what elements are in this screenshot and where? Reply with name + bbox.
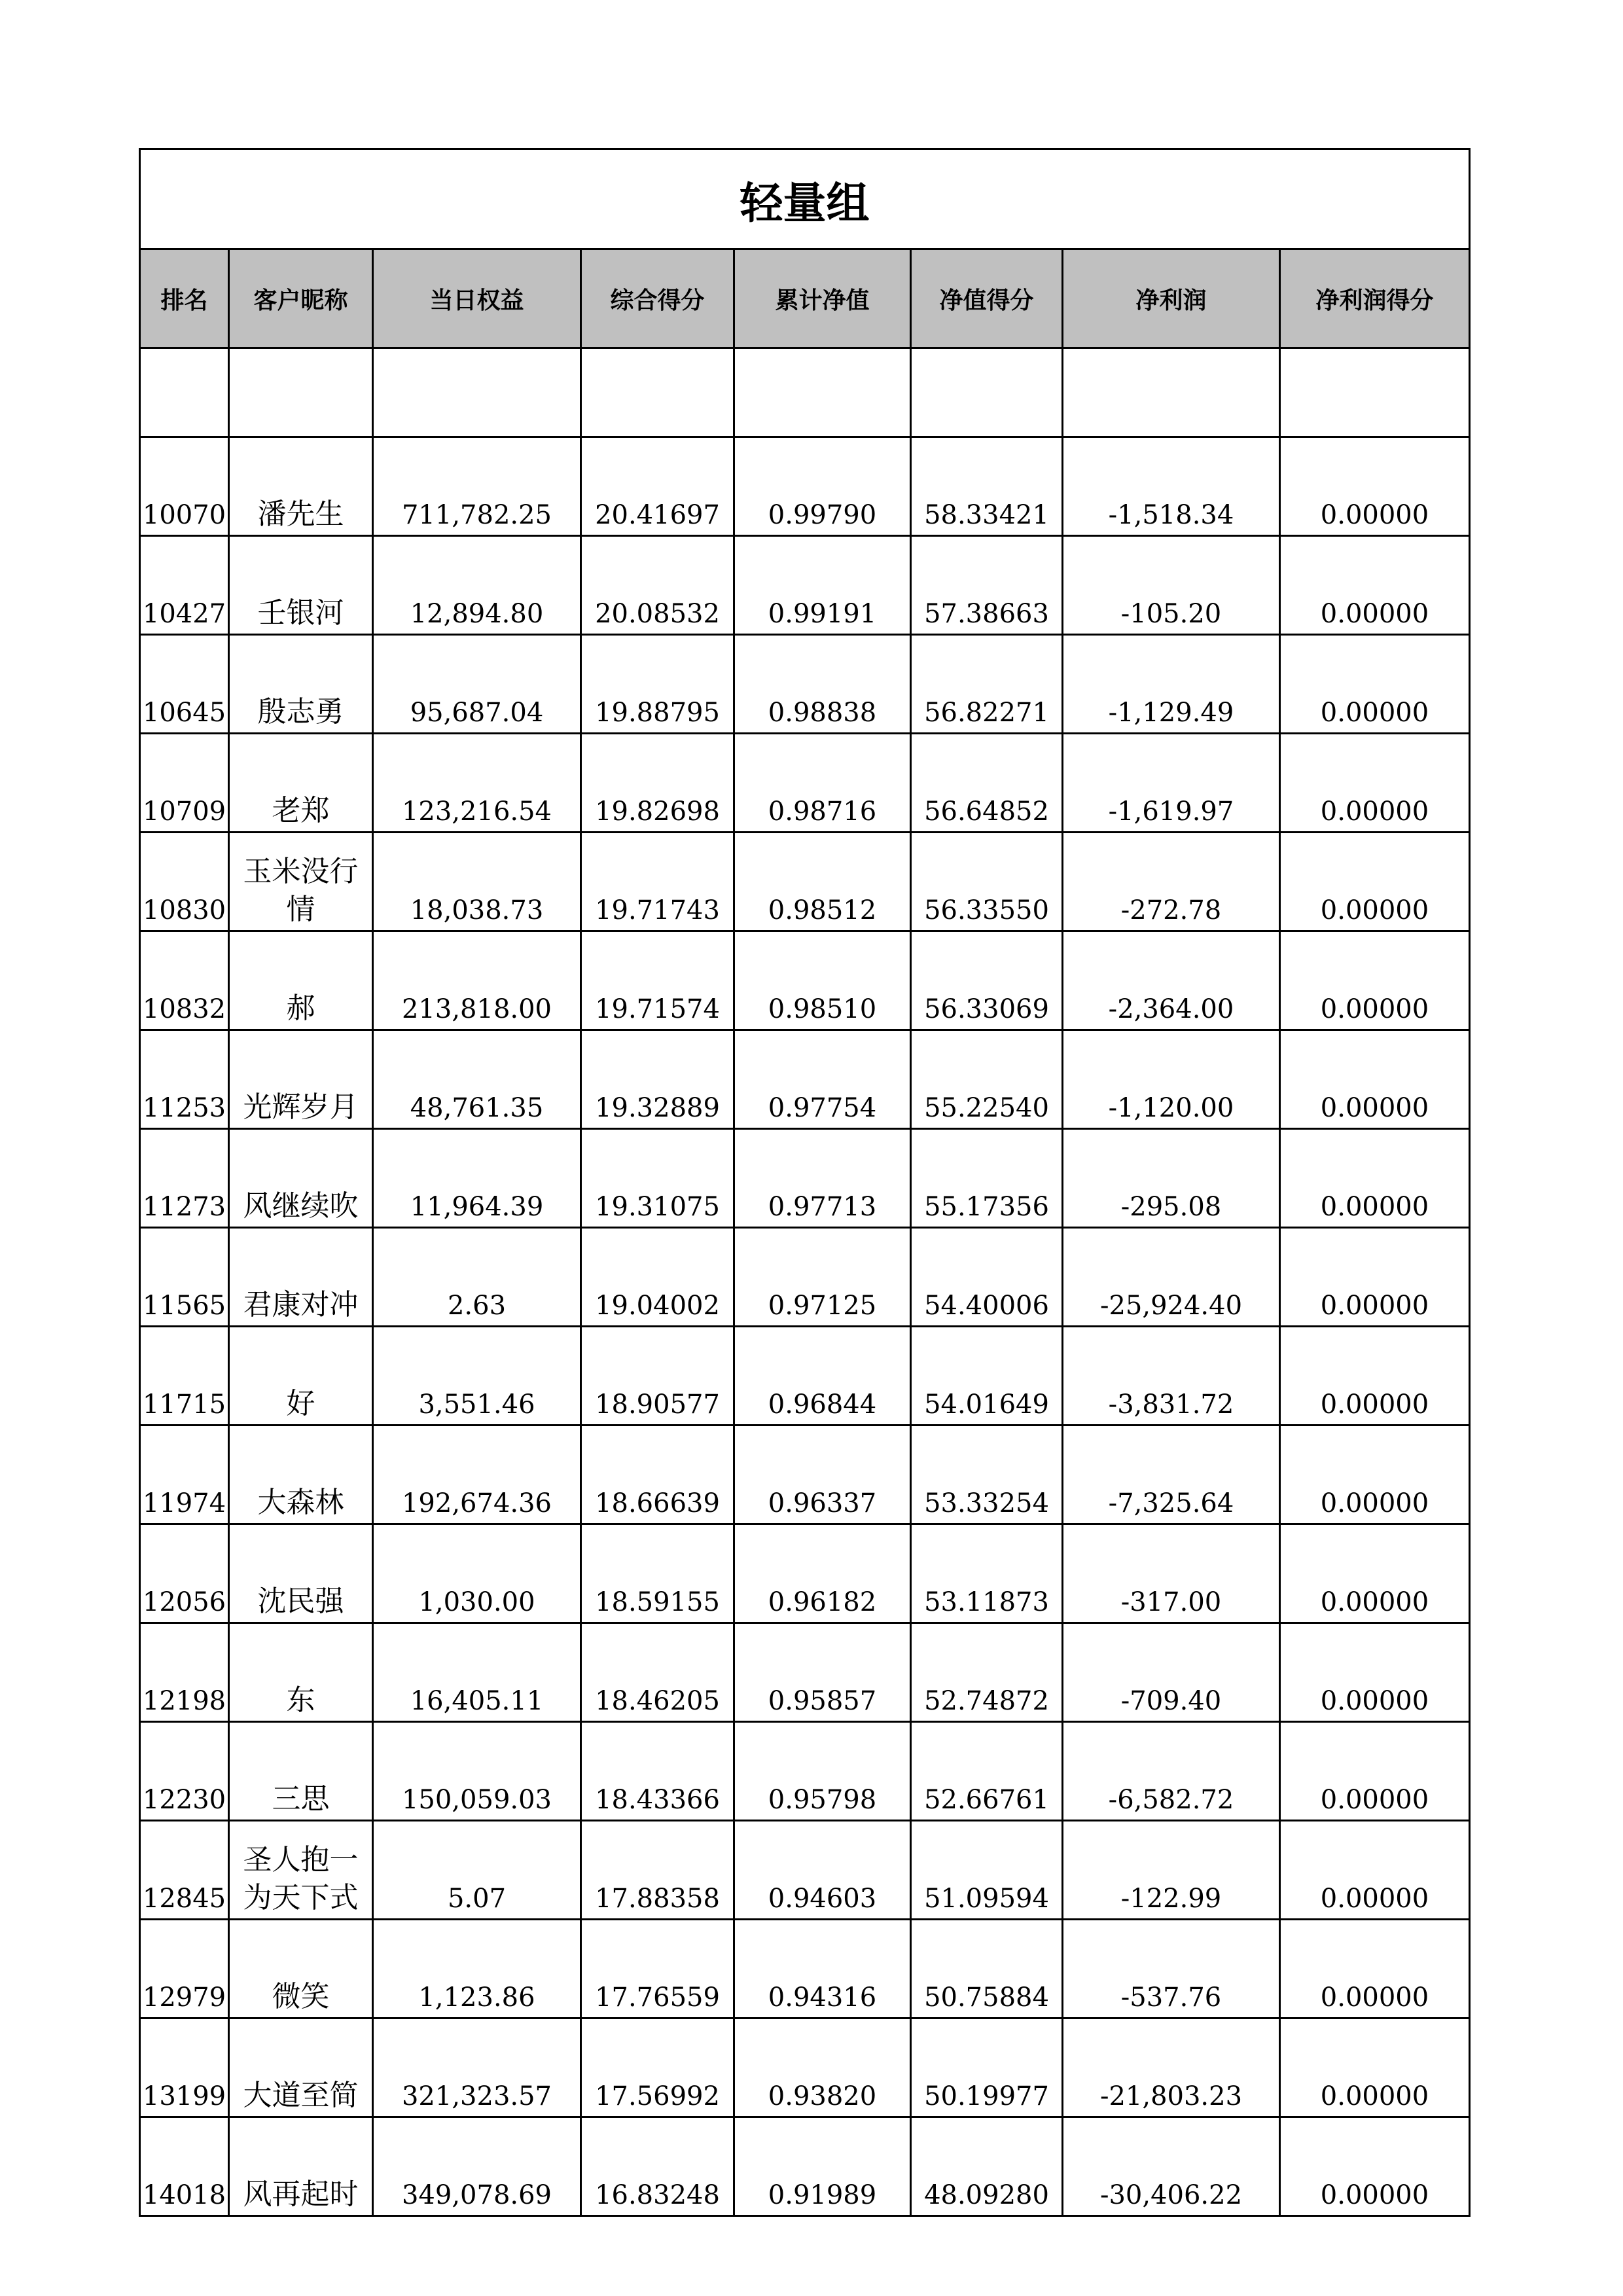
nickname-cell: 君康对冲	[229, 1228, 373, 1327]
rank-cell: 10709	[140, 734, 229, 833]
nav-score-cell: 53.11873	[911, 1524, 1063, 1623]
total-score-cell: 19.82698	[581, 734, 734, 833]
cumulative-nav-cell: 0.98510	[734, 931, 911, 1030]
net-profit-cell: -537.76	[1063, 1920, 1280, 2018]
rank-cell: 12230	[140, 1722, 229, 1821]
nav-score-cell: 54.01649	[911, 1327, 1063, 1426]
blank-cell	[734, 348, 911, 437]
table-row	[140, 1920, 1470, 2018]
net-profit-cell: -2,364.00	[1063, 931, 1280, 1030]
cumulative-nav-cell: 0.98838	[734, 635, 911, 734]
blank-cell	[229, 348, 373, 437]
rank-cell: 11974	[140, 1426, 229, 1524]
net-profit-cell: -3,831.72	[1063, 1327, 1280, 1426]
net-profit-score-cell: 0.00000	[1280, 1623, 1470, 1722]
rank-cell: 11273	[140, 1129, 229, 1228]
net-profit-score-cell: 0.00000	[1280, 536, 1470, 635]
cumulative-nav-cell: 0.96182	[734, 1524, 911, 1623]
nickname-cell: 壬银河	[229, 536, 373, 635]
nickname-cell: 玉米没行情	[229, 833, 373, 931]
net-profit-score-cell: 0.00000	[1280, 833, 1470, 931]
net-profit-cell: -7,325.64	[1063, 1426, 1280, 1524]
ranking-table	[139, 148, 1471, 2217]
nav-score-cell: 53.33254	[911, 1426, 1063, 1524]
net-profit-cell: -105.20	[1063, 536, 1280, 635]
net-profit-score-cell: 0.00000	[1280, 437, 1470, 536]
net-profit-score-cell: 0.00000	[1280, 1030, 1470, 1129]
total-score-cell: 20.08532	[581, 536, 734, 635]
table-row	[140, 635, 1470, 734]
cumulative-nav-cell: 0.98512	[734, 833, 911, 931]
equity-cell: 1,030.00	[373, 1524, 581, 1623]
nav-score-cell: 56.64852	[911, 734, 1063, 833]
net-profit-score-cell: 0.00000	[1280, 1327, 1470, 1426]
header-nav-score: 净值得分	[911, 249, 1063, 348]
table-row	[140, 833, 1470, 931]
nav-score-cell: 56.33069	[911, 931, 1063, 1030]
nickname-cell: 大森林	[229, 1426, 373, 1524]
rank-cell: 10427	[140, 536, 229, 635]
cumulative-nav-cell: 0.94316	[734, 1920, 911, 2018]
equity-cell: 48,761.35	[373, 1030, 581, 1129]
equity-cell: 12,894.80	[373, 536, 581, 635]
net-profit-cell: -1,518.34	[1063, 437, 1280, 536]
nav-score-cell: 57.38663	[911, 536, 1063, 635]
net-profit-score-cell: 0.00000	[1280, 1524, 1470, 1623]
nav-score-cell: 55.17356	[911, 1129, 1063, 1228]
nickname-cell: 微笑	[229, 1920, 373, 2018]
nav-score-cell: 54.40006	[911, 1228, 1063, 1327]
nickname-cell: 郝	[229, 931, 373, 1030]
net-profit-score-cell: 0.00000	[1280, 1129, 1470, 1228]
nickname-cell: 大道至简	[229, 2018, 373, 2117]
equity-cell: 3,551.46	[373, 1327, 581, 1426]
table-row	[140, 1129, 1470, 1228]
net-profit-cell: -1,120.00	[1063, 1030, 1280, 1129]
total-score-cell: 19.04002	[581, 1228, 734, 1327]
net-profit-cell: -30,406.22	[1063, 2117, 1280, 2216]
table-row	[140, 1426, 1470, 1524]
total-score-cell: 20.41697	[581, 437, 734, 536]
net-profit-score-cell: 0.00000	[1280, 1722, 1470, 1821]
total-score-cell: 19.88795	[581, 635, 734, 734]
equity-cell: 16,405.11	[373, 1623, 581, 1722]
table-row	[140, 2018, 1470, 2117]
header-cumulative-nav: 累计净值	[734, 249, 911, 348]
rank-cell: 10830	[140, 833, 229, 931]
nickname-cell: 风再起时	[229, 2117, 373, 2216]
nav-score-cell: 56.82271	[911, 635, 1063, 734]
cumulative-nav-cell: 0.97713	[734, 1129, 911, 1228]
nickname-cell: 殷志勇	[229, 635, 373, 734]
blank-row	[140, 348, 1470, 437]
nav-score-cell: 55.22540	[911, 1030, 1063, 1129]
cumulative-nav-cell: 0.96844	[734, 1327, 911, 1426]
rank-cell: 10070	[140, 437, 229, 536]
table-row	[140, 1228, 1470, 1327]
nickname-cell: 老郑	[229, 734, 373, 833]
table-row	[140, 1030, 1470, 1129]
header-net-profit: 净利润	[1063, 249, 1280, 348]
total-score-cell: 19.31075	[581, 1129, 734, 1228]
total-score-cell: 18.90577	[581, 1327, 734, 1426]
cumulative-nav-cell: 0.96337	[734, 1426, 911, 1524]
header-equity: 当日权益	[373, 249, 581, 348]
total-score-cell: 18.66639	[581, 1426, 734, 1524]
total-score-cell: 18.43366	[581, 1722, 734, 1821]
net-profit-score-cell: 0.00000	[1280, 1821, 1470, 1920]
rank-cell: 10645	[140, 635, 229, 734]
table-row	[140, 734, 1470, 833]
cumulative-nav-cell: 0.97754	[734, 1030, 911, 1129]
rank-cell: 11565	[140, 1228, 229, 1327]
blank-cell	[911, 348, 1063, 437]
net-profit-cell: -25,924.40	[1063, 1228, 1280, 1327]
header-row	[140, 249, 1470, 348]
cumulative-nav-cell: 0.99790	[734, 437, 911, 536]
net-profit-score-cell: 0.00000	[1280, 2018, 1470, 2117]
net-profit-score-cell: 0.00000	[1280, 1426, 1470, 1524]
table-row	[140, 1722, 1470, 1821]
cumulative-nav-cell: 0.93820	[734, 2018, 911, 2117]
nav-score-cell: 58.33421	[911, 437, 1063, 536]
net-profit-cell: -272.78	[1063, 833, 1280, 931]
total-score-cell: 17.76559	[581, 1920, 734, 2018]
nickname-cell: 沈民强	[229, 1524, 373, 1623]
nav-score-cell: 51.09594	[911, 1821, 1063, 1920]
nickname-cell: 风继续吹	[229, 1129, 373, 1228]
rank-cell: 11253	[140, 1030, 229, 1129]
total-score-cell: 18.46205	[581, 1623, 734, 1722]
cumulative-nav-cell: 0.99191	[734, 536, 911, 635]
nickname-cell: 潘先生	[229, 437, 373, 536]
net-profit-score-cell: 0.00000	[1280, 1228, 1470, 1327]
net-profit-cell: -21,803.23	[1063, 2018, 1280, 2117]
equity-cell: 1,123.86	[373, 1920, 581, 2018]
blank-cell	[1280, 348, 1470, 437]
nickname-cell: 圣人抱一为天下式	[229, 1821, 373, 1920]
net-profit-cell: -295.08	[1063, 1129, 1280, 1228]
rank-cell: 13199	[140, 2018, 229, 2117]
cumulative-nav-cell: 0.91989	[734, 2117, 911, 2216]
nav-score-cell: 50.19977	[911, 2018, 1063, 2117]
blank-cell	[1063, 348, 1280, 437]
equity-cell: 11,964.39	[373, 1129, 581, 1228]
table-row	[140, 1327, 1470, 1426]
rank-cell: 12056	[140, 1524, 229, 1623]
equity-cell: 2.63	[373, 1228, 581, 1327]
net-profit-score-cell: 0.00000	[1280, 2117, 1470, 2216]
net-profit-score-cell: 0.00000	[1280, 734, 1470, 833]
blank-cell	[581, 348, 734, 437]
equity-cell: 18,038.73	[373, 833, 581, 931]
equity-cell: 213,818.00	[373, 931, 581, 1030]
net-profit-cell: -1,619.97	[1063, 734, 1280, 833]
table-row	[140, 2117, 1470, 2216]
nav-score-cell: 56.33550	[911, 833, 1063, 931]
net-profit-cell: -1,129.49	[1063, 635, 1280, 734]
table-row	[140, 437, 1470, 536]
net-profit-score-cell: 0.00000	[1280, 931, 1470, 1030]
blank-cell	[373, 348, 581, 437]
table-row	[140, 931, 1470, 1030]
table-row	[140, 536, 1470, 635]
net-profit-cell: -122.99	[1063, 1821, 1280, 1920]
cumulative-nav-cell: 0.94603	[734, 1821, 911, 1920]
nav-score-cell: 52.66761	[911, 1722, 1063, 1821]
title-row	[140, 149, 1470, 249]
equity-cell: 349,078.69	[373, 2117, 581, 2216]
cumulative-nav-cell: 0.97125	[734, 1228, 911, 1327]
equity-cell: 95,687.04	[373, 635, 581, 734]
rank-cell: 12198	[140, 1623, 229, 1722]
total-score-cell: 17.56992	[581, 2018, 734, 2117]
rank-cell: 10832	[140, 931, 229, 1030]
total-score-cell: 19.71743	[581, 833, 734, 931]
rank-cell: 12979	[140, 1920, 229, 2018]
net-profit-score-cell: 0.00000	[1280, 1920, 1470, 2018]
rank-cell: 11715	[140, 1327, 229, 1426]
total-score-cell: 19.71574	[581, 931, 734, 1030]
equity-cell: 5.07	[373, 1821, 581, 1920]
table-title: 轻量组	[140, 149, 1470, 249]
header-total-score: 综合得分	[581, 249, 734, 348]
equity-cell: 123,216.54	[373, 734, 581, 833]
table-row	[140, 1821, 1470, 1920]
nickname-cell: 三思	[229, 1722, 373, 1821]
cumulative-nav-cell: 0.95857	[734, 1623, 911, 1722]
cumulative-nav-cell: 0.98716	[734, 734, 911, 833]
nav-score-cell: 48.09280	[911, 2117, 1063, 2216]
equity-cell: 321,323.57	[373, 2018, 581, 2117]
equity-cell: 150,059.03	[373, 1722, 581, 1821]
equity-cell: 711,782.25	[373, 437, 581, 536]
total-score-cell: 19.32889	[581, 1030, 734, 1129]
table-row	[140, 1623, 1470, 1722]
header-net-profit-score: 净利润得分	[1280, 249, 1470, 348]
net-profit-score-cell: 0.00000	[1280, 635, 1470, 734]
nickname-cell: 好	[229, 1327, 373, 1426]
nav-score-cell: 52.74872	[911, 1623, 1063, 1722]
total-score-cell: 18.59155	[581, 1524, 734, 1623]
rank-cell: 14018	[140, 2117, 229, 2216]
cumulative-nav-cell: 0.95798	[734, 1722, 911, 1821]
total-score-cell: 16.83248	[581, 2117, 734, 2216]
net-profit-cell: -6,582.72	[1063, 1722, 1280, 1821]
net-profit-cell: -709.40	[1063, 1623, 1280, 1722]
nav-score-cell: 50.75884	[911, 1920, 1063, 2018]
rank-cell: 12845	[140, 1821, 229, 1920]
blank-cell	[140, 348, 229, 437]
nickname-cell: 东	[229, 1623, 373, 1722]
table-row	[140, 1524, 1470, 1623]
header-rank: 排名	[140, 249, 229, 348]
header-nickname: 客户昵称	[229, 249, 373, 348]
equity-cell: 192,674.36	[373, 1426, 581, 1524]
nickname-cell: 光辉岁月	[229, 1030, 373, 1129]
total-score-cell: 17.88358	[581, 1821, 734, 1920]
net-profit-cell: -317.00	[1063, 1524, 1280, 1623]
